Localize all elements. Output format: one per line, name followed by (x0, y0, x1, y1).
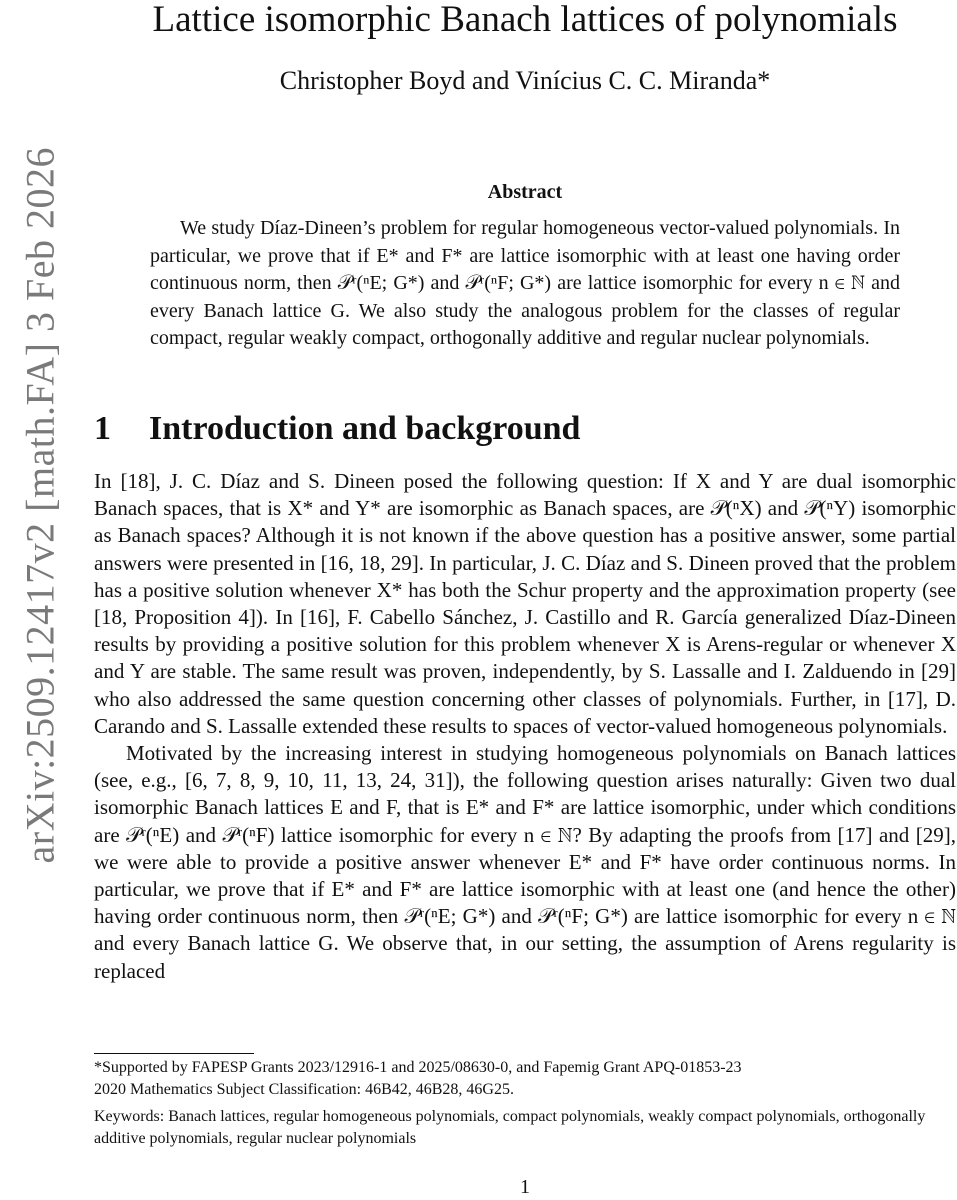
support-footnote: *Supported by FAPESP Grants 2023/12916-1 and 2025/08630-0, and Fapemig Grant APQ-01853-23 (94, 1059, 742, 1076)
paper-title: Lattice isomorphic Banach lattices of polynomials (152, 0, 898, 40)
paragraph: In [18], J. C. Díaz and S. Dineen posed the following question: If X and Y are dual isomorphic Banach spaces, that is X* and Y* are isomorphic as Banach spaces, are 𝒫(ⁿX) and 𝒫(ⁿY) isomorphic as Banach spaces? Although it is not known if the above question has a positive answer, some partial answers were presented in [16, 18, 29]. In particular, J. C. Díaz and S. Dineen proved that the problem has a positive solution whenever X* has both the Schur property and the approximation property (see [18, Proposition 4]). In [16], F. Cabello Sánchez, J. Castillo and R. García generalized Díaz-Dineen results by providing a positive solution for this problem whenever X is Arens-regular or whenever X and Y are stable. The same result was proven, independently, by S. Lassalle and I. Zalduendo in [29] who also addressed the same question concerning other classes of polynomials. Further, in [17], D. Carando and S. Lassalle extended these results to spaces of vector-valued homogeneous polynomials. (94, 469, 956, 738)
footnote-divider (94, 1053, 254, 1054)
author-list: Christopher Boyd and Vinícius C. C. Miranda* (279, 66, 771, 95)
abstract-heading: Abstract (487, 181, 563, 203)
arxiv-identifier: arXiv:2509.12417v2 [math.FA] 3 Feb 2026 (17, 147, 63, 864)
body-text (94, 468, 956, 985)
section-number: 1 (94, 410, 111, 447)
paragraph: Motivated by the increasing interest in studying homogeneous polynomials on Banach lattices (see, e.g., [6, 7, 8, 9, 10, 11, 13, 24, 31]), the following question arises naturally: Given two dual isomorphic Banach lattices E and F, that is E* and F* are lattice isomorphic, under which conditions are 𝒫ʳ(ⁿE) and 𝒫ʳ(ⁿF) lattice isomorphic for every n ∈ ℕ? By adapting the proofs from [17] and [29], we were able to provide a positive answer whenever E* and F* have order continuous norms. In particular, we prove that if E* and F* are lattice isomorphic with at least one (and hence the other) having order continuous norm, then 𝒫ʳ(ⁿE; G*) and 𝒫ʳ(ⁿF; G*) are lattice isomorphic for every n ∈ ℕ and every Banach lattice G. We observe that, in our setting, the assumption of Arens regularity is replaced (94, 741, 956, 983)
page-number: 1 (520, 1176, 530, 1198)
keywords-footnote: Keywords: Banach lattices, regular homogeneous polynomials, compact polynomials, weakly compact polynomials, orthogonally additive polynomials, regular nuclear polynomials (94, 1108, 926, 1147)
section-title: Introduction and background (149, 410, 581, 447)
abstract-text: We study Díaz-Dineen’s problem for regular homogeneous vector-valued polynomials. In particular, we prove that if E* and F* are lattice isomorphic with at least one having order continuous norm, then 𝒫ʳ(ⁿE; G*) and 𝒫ʳ(ⁿF; G*) are lattice isomorphic for every n ∈ ℕ and every Banach lattice G. We also study the analogous problem for the classes of regular compact, regular weakly compact, orthogonally additive and regular nuclear polynomials. (150, 217, 900, 349)
footnotes (94, 1057, 956, 1149)
msc-footnote: 2020 Mathematics Subject Classification: 46B42, 46B28, 46G25. (94, 1080, 514, 1098)
section-heading (94, 410, 580, 448)
